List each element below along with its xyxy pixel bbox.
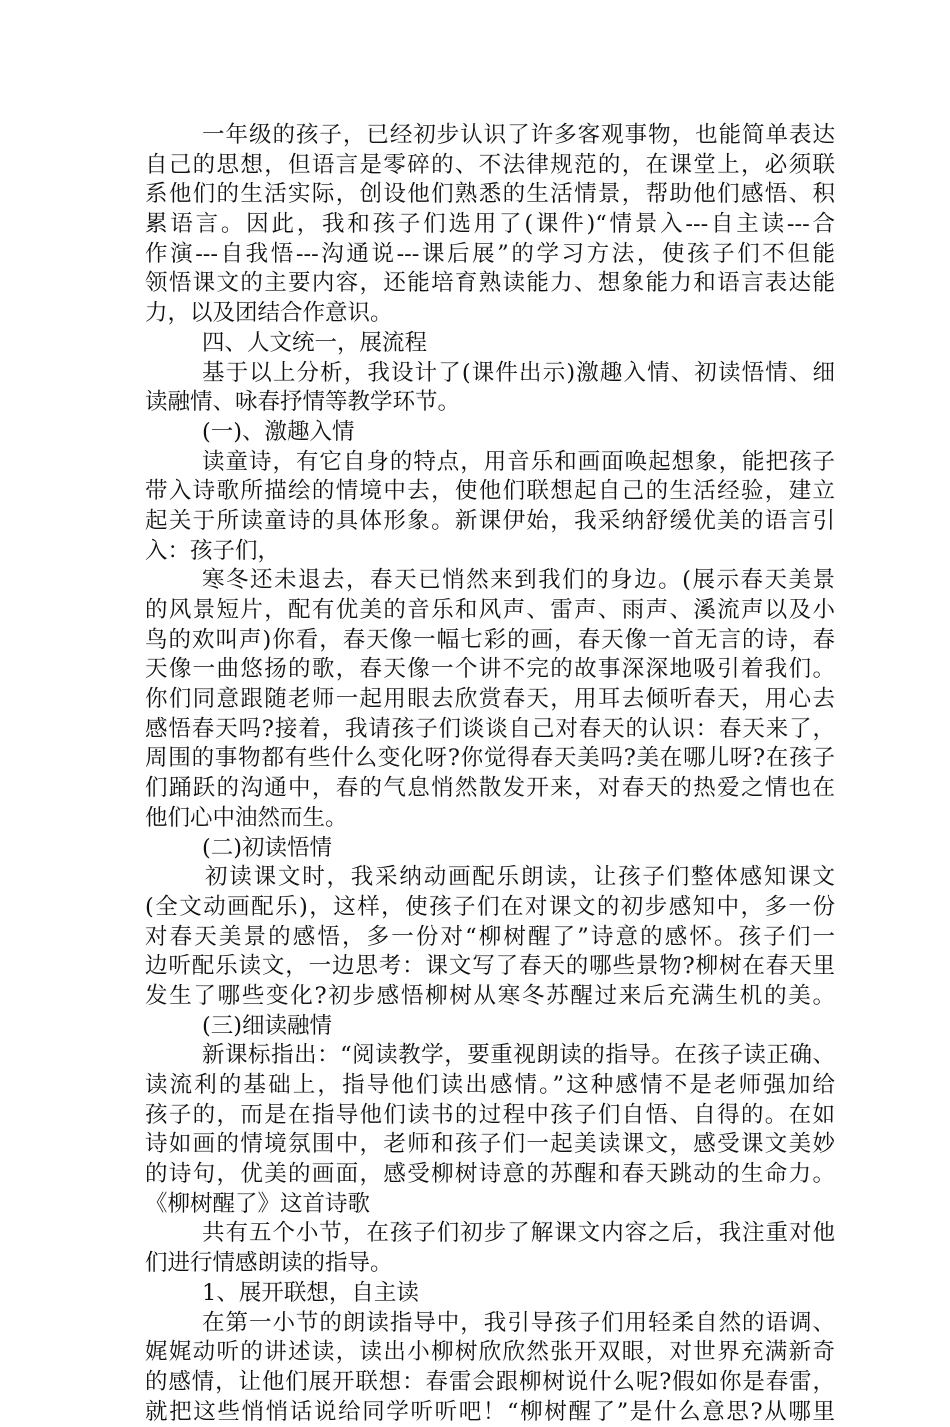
text-line: 边听配乐读文，一边思考：课文写了春天的哪些景物?柳树在春天里 xyxy=(145,953,835,980)
text-line: 入：孩子们， xyxy=(145,537,281,564)
text-line: 鸟的欢叫声)你看，春天像一幅七彩的画，春天像一首无言的诗，春 xyxy=(145,626,835,653)
text-line: (一)、激趣入情 xyxy=(202,418,355,445)
text-line: 共有五个小节，在孩子们初步了解课文内容之后，我注重对他 xyxy=(202,1220,835,1247)
text-line: 起关于所读童诗的具体形象。新课伊始，我采纳舒缓优美的语言引 xyxy=(145,507,835,534)
text-line: 读童诗，有它自身的特点，用音乐和画面唤起想象，能把孩子 xyxy=(202,448,835,475)
text-line: 他们心中油然而生。 xyxy=(145,804,348,831)
text-line: 的诗句，优美的画面，感受柳树诗意的苏醒和春天跳动的生命力。 xyxy=(145,1161,835,1188)
text-line: 天像一曲悠扬的歌，春天像一个讲不完的故事深深地吸引着我们。 xyxy=(145,656,835,683)
text-line: 寒冬还未退去，春天已悄然来到我们的身边。(展示春天美景 xyxy=(202,567,835,594)
text-line: 初读课文时，我采纳动画配乐朗读，让孩子们整体感知课文 xyxy=(205,864,835,891)
text-line: 的风景短片，配有优美的音乐和风声、雷声、雨声、溪流声以及小 xyxy=(145,597,835,623)
text-line: 对春天美景的感悟，多一份对“柳树醒了”诗意的感怀。孩子们一 xyxy=(145,923,835,950)
text-line: (二)初读悟情 xyxy=(202,834,333,861)
text-line: 作演---自我悟---沟通说---课后展”的学习方法，使孩子们不但能 xyxy=(145,240,835,267)
text-line: 基于以上分析，我设计了(课件出示)激趣入情、初读悟情、细 xyxy=(202,359,835,386)
text-line: 四、人文统一，展流程 xyxy=(202,329,428,356)
text-line: 就把这些悄悄话说给同学听听吧！“柳树醒了”是什么意思?从哪里 xyxy=(145,1398,835,1425)
text-line: 在第一小节的朗读指导中，我引导孩子们用轻柔自然的语调、 xyxy=(202,1309,835,1336)
text-line: 力，以及团结合作意识。 xyxy=(145,300,393,327)
text-line: 累语言。因此，我和孩子们选用了(课件)“情景入---自主读---合 xyxy=(145,211,835,238)
text-line: 一年级的孩子，已经初步认识了许多客观事物，也能简单表达 xyxy=(202,122,835,148)
text-line: 们踊跃的沟通中，春的气息悄然散发开来，对春天的热爱之情也在 xyxy=(145,775,835,802)
text-line: 带入诗歌所描绘的情境中去，使他们联想起自己的生活经验，建立 xyxy=(145,478,835,505)
text-line: 孩子的，而是在指导他们读书的过程中孩子们自悟、自得的。在如 xyxy=(145,1101,835,1128)
text-line: (全文动画配乐)，这样，使孩子们在对课文的初步感知中，多一份 xyxy=(145,893,835,920)
text-line: 娓娓动听的讲述读，读出小柳树欣欣然张开双眼，对世界充满新奇 xyxy=(145,1339,835,1366)
text-line: 你们同意跟随老师一起用眼去欣赏春天，用耳去倾听春天，用心去 xyxy=(145,686,835,713)
text-line: 领悟课文的主要内容，还能培育熟读能力、想象能力和语言表达能 xyxy=(145,270,835,297)
text-line: 自己的思想，但语言是零碎的、不法律规范的，在课堂上，必须联 xyxy=(145,151,835,178)
text-line: 周围的事物都有些什么变化呀?你觉得春天美吗?美在哪儿呀?在孩子 xyxy=(145,745,835,772)
text-line: 1、展开联想，自主读 xyxy=(202,1279,419,1306)
text-line: 系他们的生活实际，创设他们熟悉的生活情景，帮助他们感悟、积 xyxy=(145,181,835,208)
document-body xyxy=(145,121,835,1427)
text-line: (三)细读融情 xyxy=(202,1012,333,1039)
text-line: 新课标指出：“阅读教学，要重视朗读的指导。在孩子读正确、 xyxy=(202,1042,835,1069)
text-line: 们进行情感朗读的指导。 xyxy=(145,1250,393,1277)
text-line: 《柳树醒了》这首诗歌 xyxy=(145,1190,371,1217)
text-line: 读流利的基础上，指导他们读出感情。”这种感情不是老师强加给 xyxy=(145,1072,835,1098)
text-line: 感悟春天吗?接着，我请孩子们谈谈自己对春天的认识：春天来了， xyxy=(145,715,835,742)
text-line: 读融情、咏春抒情等教学环节。 xyxy=(145,389,461,416)
text-line: 的感情，让他们展开联想：春雷会跟柳树说什么呢?假如你是春雷， xyxy=(145,1368,835,1395)
text-line: 诗如画的情境氛围中，老师和孩子们一起美读课文，感受课文美妙 xyxy=(145,1131,835,1158)
text-line: 发生了哪些变化?初步感悟柳树从寒冬苏醒过来后充满生机的美。 xyxy=(145,982,835,1009)
